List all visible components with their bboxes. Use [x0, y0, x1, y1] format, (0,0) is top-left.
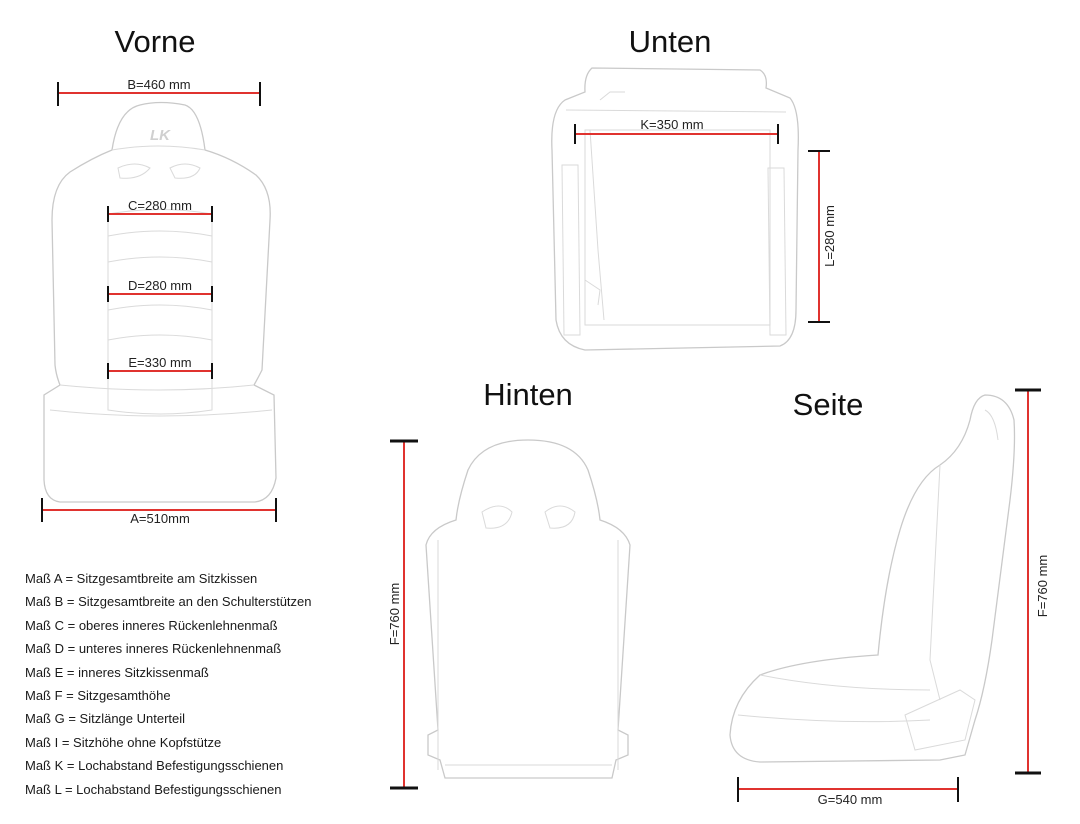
dimension-e-label: E=330 mm — [128, 355, 192, 370]
legend-item-d: Maß D = unteres inneres Rückenlehnenmaß — [25, 641, 282, 657]
dimension-g — [738, 777, 958, 807]
dimension-f-side — [1015, 390, 1050, 773]
dimension-f-back-label: F=760 mm — [387, 582, 402, 646]
title-back: Hinten — [483, 377, 573, 412]
dimension-d-label: D=280 mm — [128, 278, 192, 293]
title-bottom: Unten — [628, 24, 712, 59]
dimension-c — [108, 198, 212, 222]
dimension-a-label: A=510mm — [130, 511, 190, 526]
dimension-l-label: L=280 mm — [822, 205, 837, 267]
seat-front-view — [44, 103, 276, 503]
seat-logo: LK — [150, 127, 170, 144]
title-front: Vorne — [114, 24, 196, 59]
legend-item-g: Maß G = Sitzlänge Unterteil — [25, 711, 186, 727]
legend-item-i: Maß I = Sitzhöhe ohne Kopfstütze — [25, 734, 222, 750]
title-side: Seite — [792, 387, 864, 422]
dimension-b-label: B=460 mm — [127, 77, 191, 92]
dimension-g-label: G=540 mm — [817, 792, 883, 807]
seat-bottom-view — [552, 68, 799, 350]
dimension-k-label: K=350 mm — [640, 117, 704, 132]
legend-item-k: Maß K = Lochabstand Befestigungsschienen — [25, 758, 284, 774]
dimension-d — [108, 278, 212, 302]
legend-item-b: Maß B = Sitzgesamtbreite an den Schulterstützen — [25, 594, 312, 610]
dimension-e — [108, 355, 212, 379]
legend-item-e: Maß E = inneres Sitzkissenmaß — [25, 664, 209, 680]
seat-back-view — [426, 440, 630, 778]
dimension-legend — [25, 570, 312, 804]
legend-item-c: Maß C = oberes inneres Rückenlehnenmaß — [25, 617, 278, 633]
dimension-l — [808, 151, 837, 322]
legend-item-f: Maß F = Sitzgesamthöhe — [25, 687, 171, 703]
dimension-f-back — [387, 441, 418, 788]
dimension-b — [58, 77, 260, 106]
legend-item-a: Maß A = Sitzgesamtbreite am Sitzkissen — [25, 571, 258, 586]
dimension-f-side-label: F=760 mm — [1035, 554, 1050, 618]
dimension-c-label: C=280 mm — [128, 198, 192, 213]
seat-side-view — [730, 395, 1015, 762]
legend-item-l: Maß L = Lochabstand Befestigungsschienen — [25, 781, 282, 797]
